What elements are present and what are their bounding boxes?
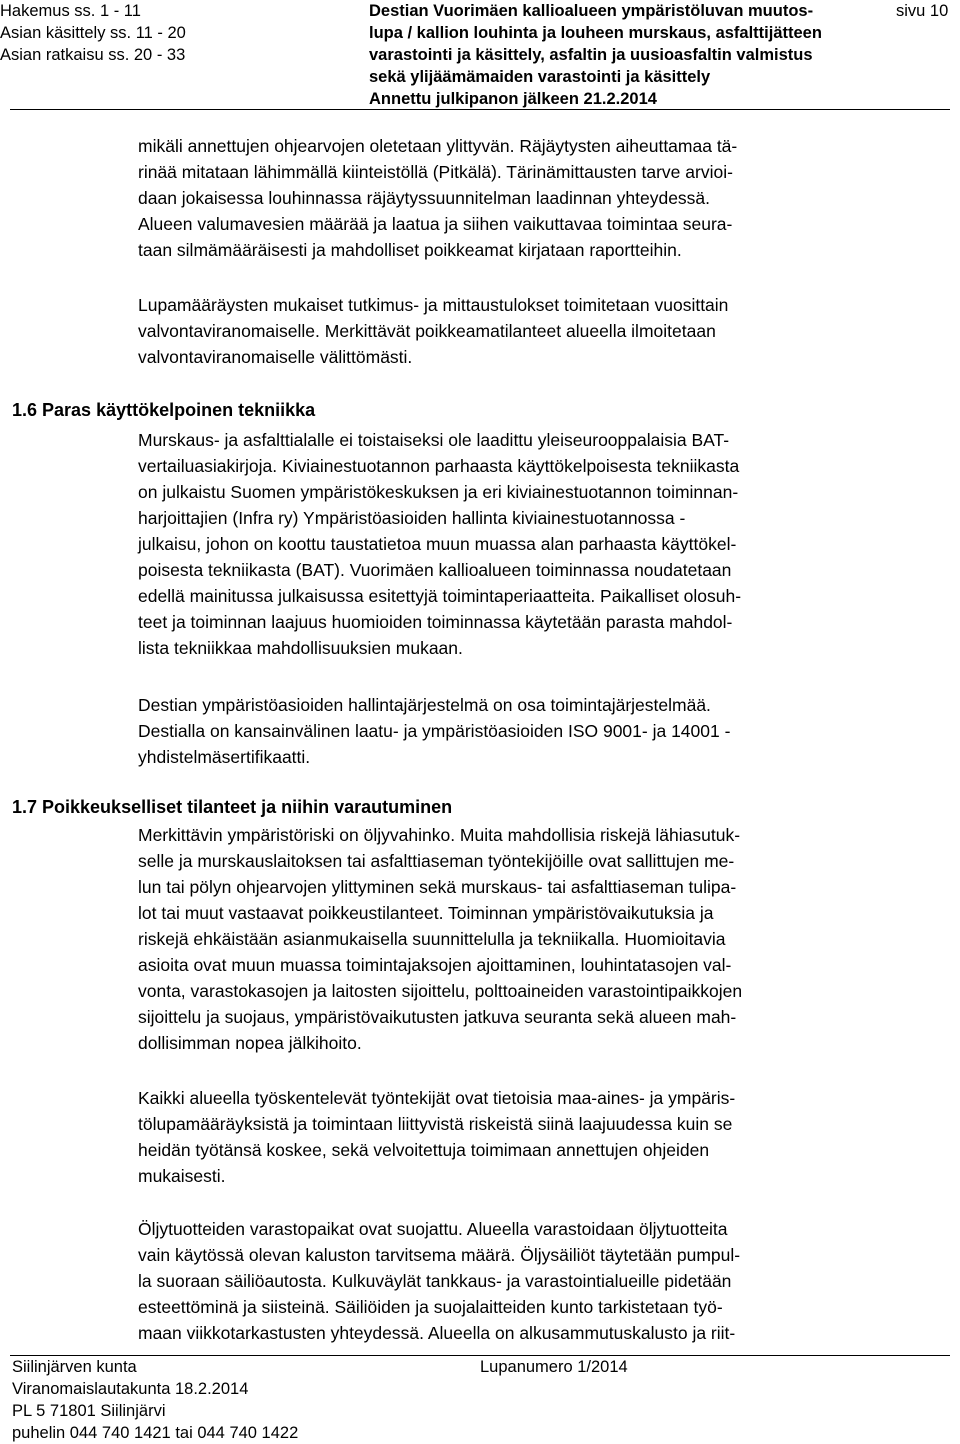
text-line: riskejä ehkäistään asianmukaisella suunnittelulla ja tekniikalla. Huomioitavia <box>138 929 726 949</box>
text-line: Merkittävin ympäristöriski on öljyvahinko. Muita mahdollisia riskejä lähiasutuk- <box>138 825 741 845</box>
text-line: vertailuasiakirjoja. Kiviainestuotannon parhaasta käyttökelpoisesta tekniikasta <box>138 456 740 476</box>
page-number: sivu 10 <box>896 2 949 20</box>
header-range-kasittely: Asian käsittely ss. 11 - 20 <box>0 24 186 42</box>
header-title-line: lupa / kallion louhinta ja louheen murskaus, asfalttijätteen <box>369 24 822 42</box>
header-range-ratkaisu: Asian ratkaisu ss. 20 - 33 <box>0 46 186 64</box>
text-line: mikäli annettujen ohjearvojen oletetaan ylittyvän. Räjäytysten aiheuttamaa tä- <box>138 136 738 156</box>
text-line: on julkaistu Suomen ympäristökeskuksen ja eri kiviainestuotannon toiminnan- <box>138 482 739 502</box>
text-line: julkaisu, johon on koottu taustatietoa muun muassa alan parhaasta käyttökel- <box>138 534 737 554</box>
header-range-hakemus: Hakemus ss. 1 - 11 <box>0 2 141 20</box>
text-line: Destian ympäristöasioiden hallintajärjestelmä on osa toimintajärjestelmää. <box>138 695 711 715</box>
text-line: sijoittelu ja suojaus, ympäristövaikutusten jatkuva seuranta sekä alueen mah- <box>138 1007 737 1027</box>
text-line: poisesta tekniikasta (BAT). Vuorimäen kallioalueen toiminnassa noudatetaan <box>138 560 732 580</box>
text-line: Öljytuotteiden varastopaikat ovat suojattu. Alueella varastoidaan öljytuotteita <box>138 1219 728 1239</box>
header-document-title <box>369 0 822 110</box>
footer-permit-number: Lupanumero 1/2014 <box>480 1358 628 1376</box>
page-header <box>0 0 960 110</box>
paragraph <box>138 427 933 661</box>
text-line: dollisimman nopea jälkihoito. <box>138 1033 362 1053</box>
paragraph <box>138 822 933 1056</box>
footer-line: puhelin 044 740 1421 tai 044 740 1422 <box>12 1424 299 1442</box>
section-heading-1-6: 1.6 Paras käyttökelpoinen tekniikka <box>12 400 316 420</box>
text-line: valvontaviranomaiselle välittömästi. <box>138 347 413 367</box>
text-line: asioita ovat muun muassa toimintajaksojen ajoittaminen, louhintatasojen val- <box>138 955 732 975</box>
paragraph <box>138 133 933 263</box>
footer-line: Siilinjärven kunta <box>12 1358 137 1376</box>
text-line: vain käytössä olevan kaluston tarvitsema määrä. Öljysäiliöt täytetään pumpul- <box>138 1245 741 1265</box>
header-title-line: sekä ylijäämämaiden varastointi ja käsittely <box>369 68 711 86</box>
text-line: esteettöminä ja siisteinä. Säiliöiden ja suojalaitteiden kunto tarkistetaan työ- <box>138 1297 723 1317</box>
paragraph <box>138 1216 933 1346</box>
text-line: Destialla on kansainvälinen laatu- ja ympäristöasioiden ISO 9001- ja 14001 - <box>138 721 731 741</box>
header-page-ranges <box>0 0 186 66</box>
text-line: valvontaviranomaiselle. Merkittävät poikkeamatilanteet alueella ilmoitetaan <box>138 321 716 341</box>
text-line: harjoittajien (Infra ry) Ympäristöasioiden hallinta kiviainestuotannossa - <box>138 508 686 528</box>
text-line: yhdistelmäsertifikaatti. <box>138 747 311 767</box>
text-line: maan viikkotarkastusten yhteydessä. Alueella on alkusammutuskalusto ja riit- <box>138 1323 736 1343</box>
footer-address <box>12 1356 298 1444</box>
text-line: selle ja murskauslaitoksen tai asfalttiaseman työntekijöille ovat sallittujen me- <box>138 851 735 871</box>
text-line: mukaisesti. <box>138 1166 226 1186</box>
paragraph <box>138 292 933 370</box>
text-line: vonta, varastokasojen ja laitosten sijoittelu, polttoaineiden varastointipaikkojen <box>138 981 743 1001</box>
text-line: la suoraan säiliöautosta. Kulkuväylät tankkaus- ja varastointialueille pidetään <box>138 1271 732 1291</box>
text-line: Kaikki alueella työskentelevät työntekijät ovat tietoisia maa-aines- ja ympäris- <box>138 1088 736 1108</box>
text-line: lot tai muut vastaavat poikkeustilanteet. Toiminnan ympäristövaikutuksia ja <box>138 903 714 923</box>
footer-line: Viranomaislautakunta 18.2.2014 <box>12 1380 249 1398</box>
text-line: heidän työtänsä koskee, sekä velvoitettuja toimimaan annettujen ohjeiden <box>138 1140 710 1160</box>
text-line: teet ja toiminnan laajuus huomioiden toiminnassa käytetään parasta mahdol- <box>138 612 733 632</box>
header-title-line: Destian Vuorimäen kallioalueen ympäristöluvan muutos- <box>369 2 814 20</box>
paragraph <box>138 1085 933 1189</box>
text-line: edellä mainitussa julkaisussa esitettyjä toimintaperiaatteita. Paikalliset olosuh- <box>138 586 742 606</box>
text-line: lista tekniikkaa mahdollisuuksien mukaan. <box>138 638 463 658</box>
text-line: Lupamääräysten mukaiset tutkimus- ja mittaustulokset toimitetaan vuosittain <box>138 295 729 315</box>
footer-line: PL 5 71801 Siilinjärvi <box>12 1402 166 1420</box>
header-title-line: varastointi ja käsittely, asfaltin ja uusioasfaltin valmistus <box>369 46 813 64</box>
text-line: Murskaus- ja asfalttialalle ei toistaiseksi ole laadittu yleiseurooppalaisia BAT- <box>138 430 730 450</box>
paragraph <box>138 692 933 770</box>
header-date-line: Annettu julkipanon jälkeen 21.2.2014 <box>369 90 657 108</box>
text-line: lun tai pölyn ohjearvojen ylittyminen sekä murskaus- tai asfalttiaseman tulipa- <box>138 877 737 897</box>
text-line: tölupamääräyksistä ja toimintaan liittyvistä riskeistä siinä laajuudessa kuin se <box>138 1114 733 1134</box>
text-line: taan silmämääräisesti ja mahdolliset poikkeamat kirjataan raportteihin. <box>138 240 682 260</box>
text-line: Alueen valumavesien määrää ja laatua ja siihen vaikuttavaa toimintaa seura- <box>138 214 733 234</box>
header-divider <box>10 109 950 110</box>
text-line: rinää mitataan lähimmällä kiinteistöllä (Pitkälä). Tärinämittausten tarve arvioi- <box>138 162 733 182</box>
section-heading-1-7: 1.7 Poikkeukselliset tilanteet ja niihin varautuminen <box>12 797 453 817</box>
text-line: daan jokaisessa louhinnassa räjäytyssuunnitelman laadinnan yhteydessä. <box>138 188 711 208</box>
